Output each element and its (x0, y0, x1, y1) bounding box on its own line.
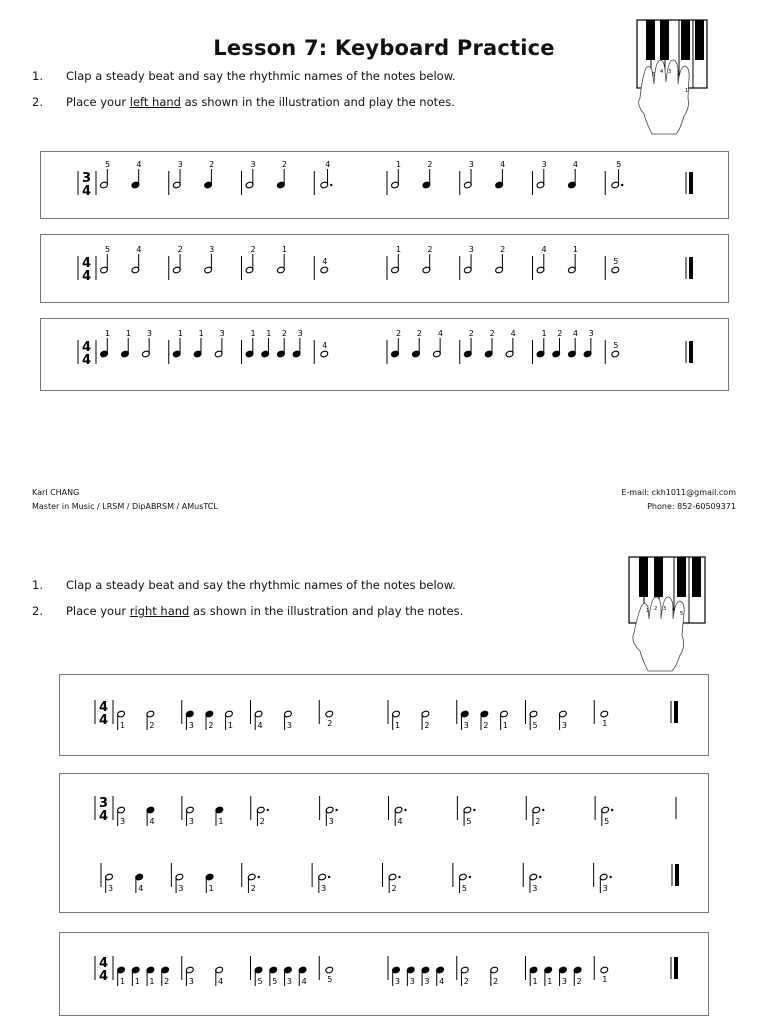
dot (267, 809, 269, 811)
finger-number: 4 (510, 329, 516, 338)
finger-number: 3 (588, 329, 594, 338)
finger-label: 1 (646, 608, 650, 614)
finger-number: 3 (108, 884, 114, 893)
exercise-ex5a (95, 796, 676, 826)
finger-number: 1 (218, 817, 224, 826)
time-signature-top: 4 (99, 700, 109, 715)
finger-number: 1 (120, 721, 126, 730)
dot (330, 184, 332, 186)
finger-number: 4 (138, 884, 144, 893)
dot (473, 809, 475, 811)
finger-number: 1 (198, 329, 204, 338)
finger-number: 5 (532, 721, 538, 730)
finger-number: 4 (572, 329, 578, 338)
finger-number: 1 (541, 329, 547, 338)
time-signature-bottom: 4 (99, 969, 109, 984)
finger-label: 1 (685, 88, 689, 94)
finger-number: 2 (250, 884, 256, 893)
time-signature-bottom: 4 (82, 353, 92, 368)
contact-phone: Phone: 852-60509371 (647, 502, 736, 511)
time-signature-top: 3 (99, 796, 109, 811)
finger-number: 2 (576, 977, 582, 986)
dot (328, 876, 330, 878)
instruction-number: 2. (32, 604, 43, 618)
exercise-ex5b (101, 863, 679, 893)
finger-number: 3 (297, 329, 303, 338)
dot (611, 809, 613, 811)
finger-number: 4 (500, 160, 506, 169)
instruction-text: Clap a steady beat and say the rhythmic names of the notes below. (66, 69, 456, 83)
finger-number: 2 (164, 977, 170, 986)
finger-number: 2 (209, 160, 215, 169)
instruction-text-post: as shown in the illustration and play the notes. (180, 95, 455, 109)
finger-number: 2 (391, 884, 397, 893)
dot (258, 876, 260, 878)
finger-number: 1 (395, 721, 401, 730)
exercise-ex6 (95, 956, 678, 986)
finger-number: 2 (535, 817, 541, 826)
finger-number: 2 (427, 160, 433, 169)
finger-number: 4 (439, 977, 445, 986)
finger-number: 5 (105, 245, 111, 254)
finger-number: 3 (120, 817, 126, 826)
finger-number: 2 (250, 245, 256, 254)
finger-number: 4 (322, 341, 328, 350)
finger-label: 5 (652, 72, 656, 78)
finger-number: 3 (395, 977, 401, 986)
finger-number: 3 (328, 817, 334, 826)
finger-number: 1 (208, 884, 214, 893)
finger-number: 1 (572, 245, 578, 254)
finger-number: 1 (547, 977, 553, 986)
finger-label: 2 (677, 71, 681, 77)
finger-number: 4 (257, 721, 263, 730)
final-barline-thick (674, 701, 678, 723)
time-signature-top: 4 (82, 256, 92, 271)
finger-number: 4 (397, 817, 403, 826)
finger-label: 5 (680, 611, 684, 617)
whole-note (600, 710, 609, 718)
finger-number: 5 (257, 977, 263, 986)
time-signature-top: 4 (99, 956, 109, 971)
dot (621, 184, 623, 186)
finger-number: 5 (461, 884, 467, 893)
finger-number: 3 (468, 245, 474, 254)
finger-number: 3 (409, 977, 415, 986)
finger-number: 5 (616, 160, 622, 169)
finger-number: 2 (281, 329, 287, 338)
finger-number: 2 (424, 721, 430, 730)
finger-number: 1 (105, 329, 111, 338)
finger-label: 3 (663, 606, 667, 612)
dot (469, 876, 471, 878)
final-barline-thick (674, 957, 678, 979)
finger-number: 1 (602, 975, 608, 984)
dot (609, 876, 611, 878)
finger-number: 4 (541, 245, 547, 254)
finger-label: 4 (660, 69, 664, 75)
time-signature-bottom: 4 (99, 713, 109, 728)
finger-number: 3 (250, 160, 256, 169)
finger-label: 3 (668, 69, 672, 75)
finger-number: 2 (427, 245, 433, 254)
author-qualifications: Master in Music / LRSM / DipABRSM / AMusTCL (32, 502, 218, 511)
time-signature-top: 3 (82, 171, 92, 186)
exercise-ex1 (78, 160, 693, 199)
finger-number: 5 (613, 257, 619, 266)
whole-note (611, 266, 620, 274)
finger-number: 2 (259, 817, 265, 826)
dot (398, 876, 400, 878)
author-name: Karl CHANG (32, 488, 80, 497)
finger-number: 1 (125, 329, 132, 338)
finger-number: 3 (321, 884, 327, 893)
time-signature-top: 4 (82, 340, 92, 355)
finger-number: 4 (437, 329, 443, 338)
finger-number: 3 (286, 977, 292, 986)
final-barline-thick (689, 341, 693, 363)
finger-number: 1 (120, 977, 126, 986)
finger-number: 3 (532, 884, 538, 893)
final-barline-thick (689, 257, 693, 279)
finger-number: 5 (105, 160, 111, 169)
finger-number: 1 (281, 245, 287, 254)
finger-number: 2 (208, 721, 214, 730)
finger-number: 2 (489, 329, 495, 338)
finger-number: 3 (468, 160, 474, 169)
exercise-ex4 (95, 700, 678, 730)
time-signature-bottom: 4 (82, 184, 92, 199)
finger-number: 4 (322, 257, 328, 266)
time-signature-bottom: 4 (99, 809, 109, 824)
finger-label: 2 (654, 606, 658, 612)
finger-number: 3 (561, 721, 567, 730)
whole-note (320, 266, 329, 274)
finger-number: 2 (500, 245, 506, 254)
finger-number: 1 (532, 977, 538, 986)
finger-number: 4 (572, 160, 578, 169)
finger-number: 1 (266, 329, 272, 338)
finger-number: 2 (396, 329, 402, 338)
dot (404, 809, 406, 811)
finger-number: 4 (136, 245, 142, 254)
right-hand-emphasis: right hand (129, 604, 190, 618)
whole-note (325, 710, 334, 718)
contact-email: E-mail: ckh1011@gmail.com (621, 488, 736, 497)
whole-note (600, 966, 609, 974)
finger-number: 3 (463, 721, 469, 730)
finger-number: 5 (613, 341, 619, 350)
finger-number: 1 (502, 721, 509, 730)
finger-number: 5 (272, 977, 278, 986)
finger-number: 1 (134, 977, 140, 986)
instruction-number: 1. (32, 69, 43, 83)
finger-number: 1 (396, 245, 402, 254)
finger-number: 2 (463, 977, 469, 986)
finger-number: 2 (416, 329, 423, 338)
finger-number: 1 (250, 329, 256, 338)
page-title: Lesson 7: Keyboard Practice (213, 36, 555, 60)
left-hand-emphasis: left hand (129, 95, 181, 109)
finger-number: 3 (602, 884, 608, 893)
finger-number: 3 (561, 977, 567, 986)
instruction-text-pre: Place your (66, 604, 130, 618)
instruction-text: Clap a steady beat and say the rhythmic names of the notes below. (66, 578, 456, 592)
exercise-ex3 (78, 329, 693, 368)
exercise-ex2 (78, 245, 693, 284)
finger-number: 5 (604, 817, 610, 826)
finger-number: 3 (188, 977, 194, 986)
finger-number: 2 (149, 721, 155, 730)
finger-number: 3 (146, 329, 152, 338)
finger-number: 2 (281, 160, 287, 169)
finger-number: 3 (424, 977, 430, 986)
instruction-number: 2. (32, 95, 43, 109)
finger-label: 4 (672, 607, 676, 613)
finger-number: 1 (396, 160, 402, 169)
whole-note (320, 350, 329, 358)
whole-note (325, 966, 334, 974)
finger-number: 2 (468, 329, 474, 338)
whole-note (611, 350, 620, 358)
finger-number: 3 (219, 329, 225, 338)
finger-number: 3 (188, 721, 194, 730)
dot (542, 809, 544, 811)
finger-number: 1 (149, 977, 155, 986)
finger-number: 2 (483, 721, 489, 730)
finger-number: 3 (178, 884, 184, 893)
instruction-text-pre: Place your (66, 95, 130, 109)
finger-number: 3 (541, 160, 547, 169)
final-barline-thick (689, 172, 693, 194)
finger-number: 4 (301, 977, 307, 986)
finger-number: 5 (466, 817, 472, 826)
finger-number: 1 (602, 719, 608, 728)
finger-number: 2 (557, 329, 563, 338)
instruction-text-post: as shown in the illustration and play the notes. (189, 604, 464, 618)
finger-number: 4 (218, 977, 224, 986)
finger-number: 2 (177, 245, 183, 254)
finger-number: 3 (209, 245, 215, 254)
finger-number: 1 (227, 721, 234, 730)
final-barline-thick (675, 864, 679, 886)
finger-number: 5 (327, 975, 333, 984)
finger-number: 4 (325, 160, 331, 169)
finger-number: 2 (493, 977, 499, 986)
finger-number: 2 (327, 719, 333, 728)
finger-number: 3 (177, 160, 183, 169)
finger-number: 4 (149, 817, 155, 826)
time-signature-bottom: 4 (82, 269, 92, 284)
finger-number: 4 (136, 160, 142, 169)
finger-number: 1 (177, 329, 183, 338)
finger-number: 3 (286, 721, 292, 730)
dot (539, 876, 541, 878)
finger-number: 3 (188, 817, 194, 826)
instruction-number: 1. (32, 578, 43, 592)
dot (335, 809, 337, 811)
